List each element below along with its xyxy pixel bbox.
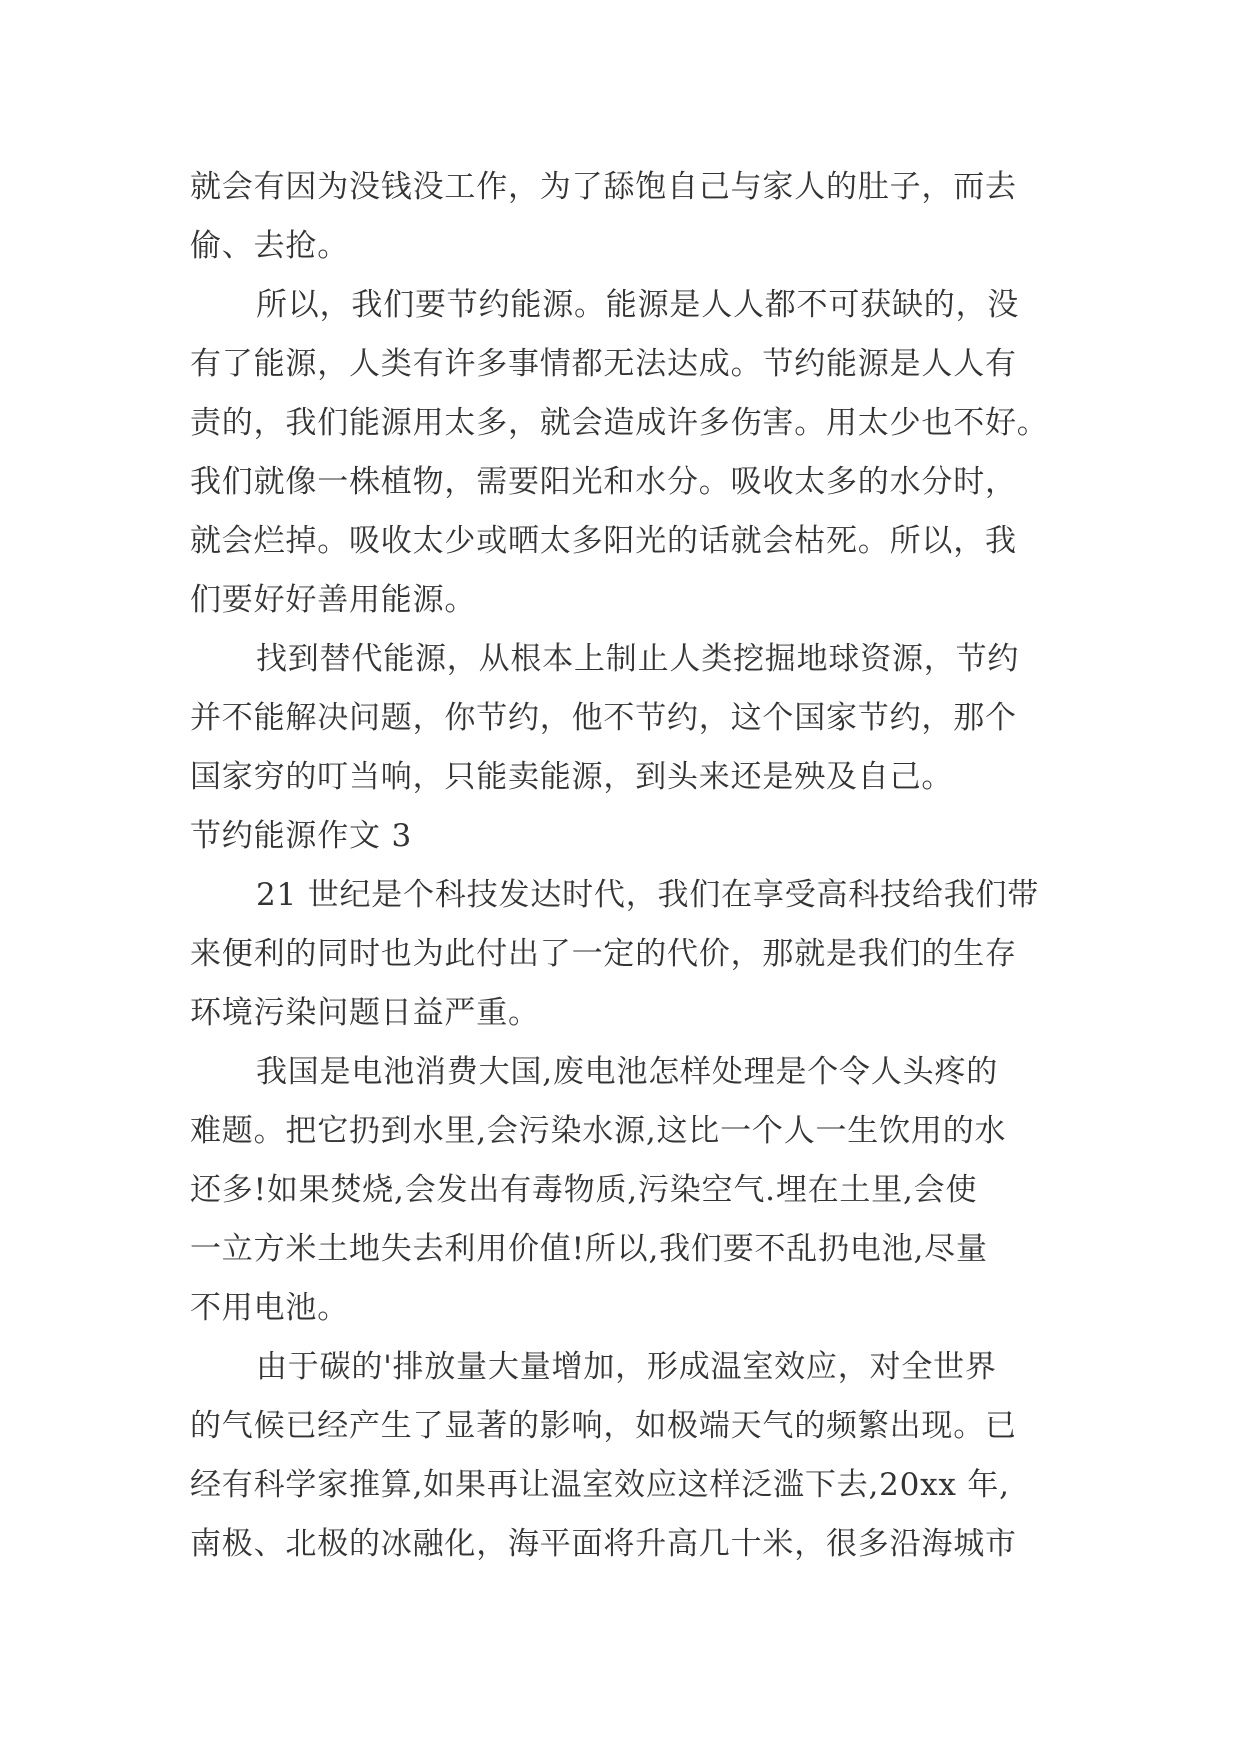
body-line: 难题。把它扔到水里,会污染水源,这比一个人一生饮用的水 <box>190 1113 1007 1149</box>
body-line: 就会烂掉。吸收太少或晒太多阳光的话就会枯死。所以，我 <box>190 523 1017 559</box>
body-line: 环境污染问题日益严重。 <box>190 995 540 1031</box>
body-line: 我们就像一株植物，需要阳光和水分。吸收太多的水分时， <box>190 464 1017 500</box>
paragraph-first-line: 找到替代能源，从根本上制止人类挖掘地球资源，节约 <box>256 641 1020 677</box>
body-line: 们要好好善用能源。 <box>190 582 477 618</box>
body-line: 就会有因为没钱没工作，为了舔饱自己与家人的肚子，而去 <box>190 169 1017 205</box>
body-line: 一立方米土地失去利用价值!所以,我们要不乱扔电池,尽量 <box>190 1231 988 1267</box>
body-line: 并不能解决问题，你节约，他不节约，这个国家节约，那个 <box>190 700 1017 736</box>
body-line: 有了能源，人类有许多事情都无法达成。节约能源是人人有 <box>190 346 1017 382</box>
document-body <box>190 158 1052 1574</box>
body-line: 不用电池。 <box>190 1290 349 1326</box>
body-line: 的气候已经产生了显著的影响，如极端天气的频繁出现。已 <box>190 1408 1017 1444</box>
body-line: 偷、去抢。 <box>190 228 349 264</box>
body-line: 经有科学家推算,如果再让温室效应这样泛滥下去,20xx 年, <box>190 1467 1010 1503</box>
body-line: 来便利的同时也为此付出了一定的代价，那就是我们的生存 <box>190 936 1017 972</box>
body-line: 南极、北极的冰融化，海平面将升高几十米，很多沿海城市 <box>190 1526 1017 1562</box>
paragraph-first-line: 21 世纪是个科技发达时代，我们在享受高科技给我们带 <box>256 877 1040 913</box>
body-line: 责的，我们能源用太多，就会造成许多伤害。用太少也不好。 <box>190 405 1049 441</box>
paragraph-first-line: 我国是电池消费大国,废电池怎样处理是个令人头疼的 <box>256 1054 999 1090</box>
body-line: 国家穷的叮当响，只能卖能源，到头来还是殃及自己。 <box>190 759 954 795</box>
body-line: 还多!如果焚烧,会发出有毒物质,污染空气.埋在土里,会使 <box>190 1172 978 1208</box>
paragraph-first-line: 由于碳的'排放量大量增加，形成温室效应，对全世界 <box>256 1349 997 1385</box>
paragraph-first-line: 所以，我们要节约能源。能源是人人都不可获缺的，没 <box>256 287 1020 323</box>
section-heading: 节约能源作文 3 <box>190 818 412 854</box>
